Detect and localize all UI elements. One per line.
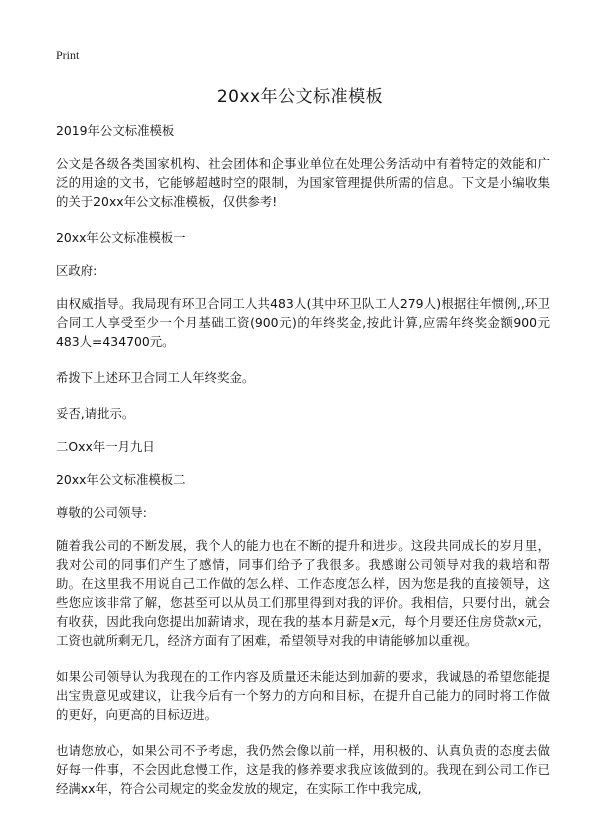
body-2-paragraph-1: 随着我公司的不断发展，我个人的能力也在不断的提升和进步。这段共同成长的岁月里，我对公司的同事们产生了感情，同事们给予了我很多。我感谢公司领导对我的栽培和帮助。在这里我不用说自己工作做的怎么样、工作态度怎么样，因为您是我的直接领导，这些您应该非常了解，您甚至可以从员工们那里得到对我的评价。我相信，只要付出，就会有收获，因此我向您提出加薪请求，现在我的基本月薪是x元，每个月要还住房贷款x元，工资也就所剩无几，经济方面有了困难，希望领导对我的申请能够加以重视。 [56,538,550,648]
request-1: 希拨下上述环卫合同工人年终奖金。 [56,370,255,385]
intro-paragraph: 公文是各级各类国家机构、社会团体和企事业单位在处理公务活动中有着特定的效能和广泛的用途的文书，它能够超越时空的限制，为国家管理提供所需的信息。下文是小编收集的关于20xx年公文标准模板，仅供参考! [56,156,550,209]
body-2-paragraph-2: 如果公司领导认为我现在的工作内容及质量还未能达到加薪的要求，我诚恳的希望您能提出宝贵意见或建议，让我今后有一个努力的方向和目标，在提升自己能力的同时将工作做的更好，向更高的目标迈进。 [56,669,550,722]
recipient-2: 尊敬的公司领导: [56,505,147,520]
recipient-1: 区政府: [56,263,98,278]
page-title: 20xx年公文标准模板 [216,87,384,107]
print-label: Print [56,48,80,62]
body-2-paragraph-3: 也请您放心，如果公司不予考虑，我仍然会像以前一样，用积极的、认真负责的态度去做好每一件事，不会因此怠慢工作，这是我的修养要求我应该做到的。我现在到公司工作已经满xx年，符合公司规定的奖金发放的规定，在实际工作中我完成, [56,743,550,796]
template1-heading: 20xx年公文标准模板一 [56,230,186,245]
subtitle-year: 2019年公文标准模板 [56,123,175,138]
closing-1: 妥否,请批示。 [56,406,135,421]
document-body [56,121,550,815]
date-1: 二Oxx年一月九日 [56,439,155,454]
body-1: 由权威指导。我局现有环卫合同工人共483人(其中环卫队工人279人)根据往年惯例,,环卫合同工人享受至少一个月基础工资(900元)的年终奖金,按此计算,应需年终奖金额900元483人=434700元。 [56,296,550,349]
template2-heading: 20xx年公文标准模板二 [56,472,186,487]
